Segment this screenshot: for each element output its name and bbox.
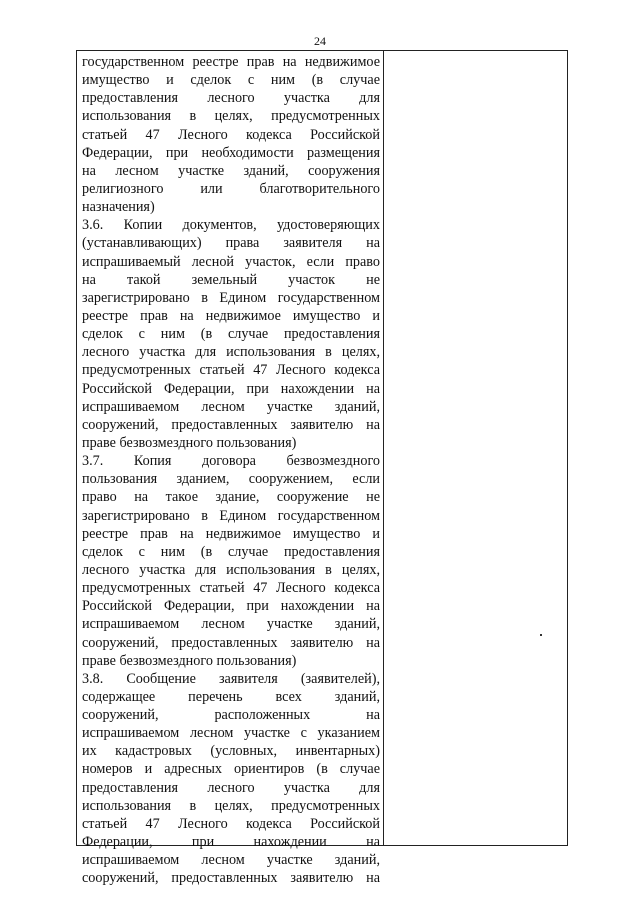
left-column-cell — [77, 51, 384, 887]
text-line: статьей 47 Лесного кодекса Российской — [82, 126, 380, 143]
text-line: реестре прав на недвижимое имущество и — [82, 307, 380, 324]
text-line: Федерации, при необходимости размещения — [82, 144, 380, 161]
text-line: на лесном участке зданий, сооружения — [82, 162, 380, 179]
text-line: реестре прав на недвижимое имущество и — [82, 525, 380, 542]
text-line: предоставления лесного участка для — [82, 779, 380, 796]
text-line: праве безвозмездного пользования) — [82, 434, 297, 451]
text-line: содержащее перечень всех зданий, — [82, 688, 380, 705]
text-line: Федерации, при нахождении на — [82, 834, 380, 851]
text-line: на такой земельный участок не — [82, 271, 380, 288]
text-line: имущество и сделок с ним (в случае — [82, 72, 380, 89]
text-line: испрашиваемом лесном участке с указанием — [82, 725, 380, 742]
text-line: предоставления лесного участка для — [82, 90, 380, 107]
text-line: сделок с ним (в случае предоставления — [82, 326, 380, 343]
text-line: использования в целях, предусмотренных — [82, 108, 380, 125]
right-column-cell — [384, 51, 567, 845]
text-line: назначения) — [82, 199, 155, 216]
text-line: (устанавливающих) права заявителя на — [82, 235, 380, 252]
text-line: лесного участка для использования в целях, — [82, 344, 380, 361]
text-line: сооружений, расположенных на — [82, 707, 380, 724]
text-line: испрашиваемом лесном участке зданий, — [82, 852, 380, 869]
text-line: зарегистрировано в Едином государственном — [82, 507, 380, 524]
text-line: зарегистрировано в Едином государственном — [82, 289, 380, 306]
text-line: сооружений, предоставленных заявителю на — [82, 634, 380, 651]
text-line: государственном реестре прав на недвижимое — [82, 54, 380, 70]
document-table — [76, 50, 568, 887]
text-line: право на такое здание, сооружение не — [82, 489, 380, 506]
text-line: предусмотренных статьей 47 Лесного кодекса — [82, 362, 380, 379]
text-line: использования в целях, предусмотренных — [82, 797, 380, 814]
text-line: лесного участка для использования в целях, — [82, 561, 380, 578]
text-line: предусмотренных статьей 47 Лесного кодекса — [82, 580, 380, 597]
text-line: испрашиваемом лесном участке зданий, — [82, 398, 380, 415]
text-line: Российской Федерации, при нахождении на — [82, 598, 380, 615]
text-line: праве безвозмездного пользования) — [82, 652, 297, 669]
text-line: 3.6. Копии документов, удостоверяющих — [82, 217, 380, 234]
text-line: номеров и адресных ориентиров (в случае — [82, 761, 380, 778]
text-line: Российской Федерации, при нахождении на — [82, 380, 380, 397]
text-line: сооружений, предоставленных заявителю на — [82, 416, 380, 433]
text-line: 3.8. Сообщение заявителя (заявителей), — [82, 670, 380, 687]
page-number: 24 — [314, 34, 326, 48]
text-line: 3.7. Копия договора безвозмездного — [82, 453, 380, 470]
text-line: религиозного или благотворительного — [82, 180, 380, 197]
text-line: их кадастровых (условных, инвентарных) — [82, 743, 380, 760]
text-line: сооружений, предоставленных заявителю на — [82, 870, 380, 887]
text-line: статьей 47 Лесного кодекса Российской — [82, 815, 380, 832]
stray-dot-mark — [540, 634, 542, 636]
text-line: пользования зданием, сооружением, если — [82, 471, 380, 488]
text-line: испрашиваемый лесной участок, если право — [82, 253, 380, 270]
text-line: сделок с ним (в случае предоставления — [82, 543, 380, 560]
text-line: испрашиваемом лесном участке зданий, — [82, 616, 380, 633]
